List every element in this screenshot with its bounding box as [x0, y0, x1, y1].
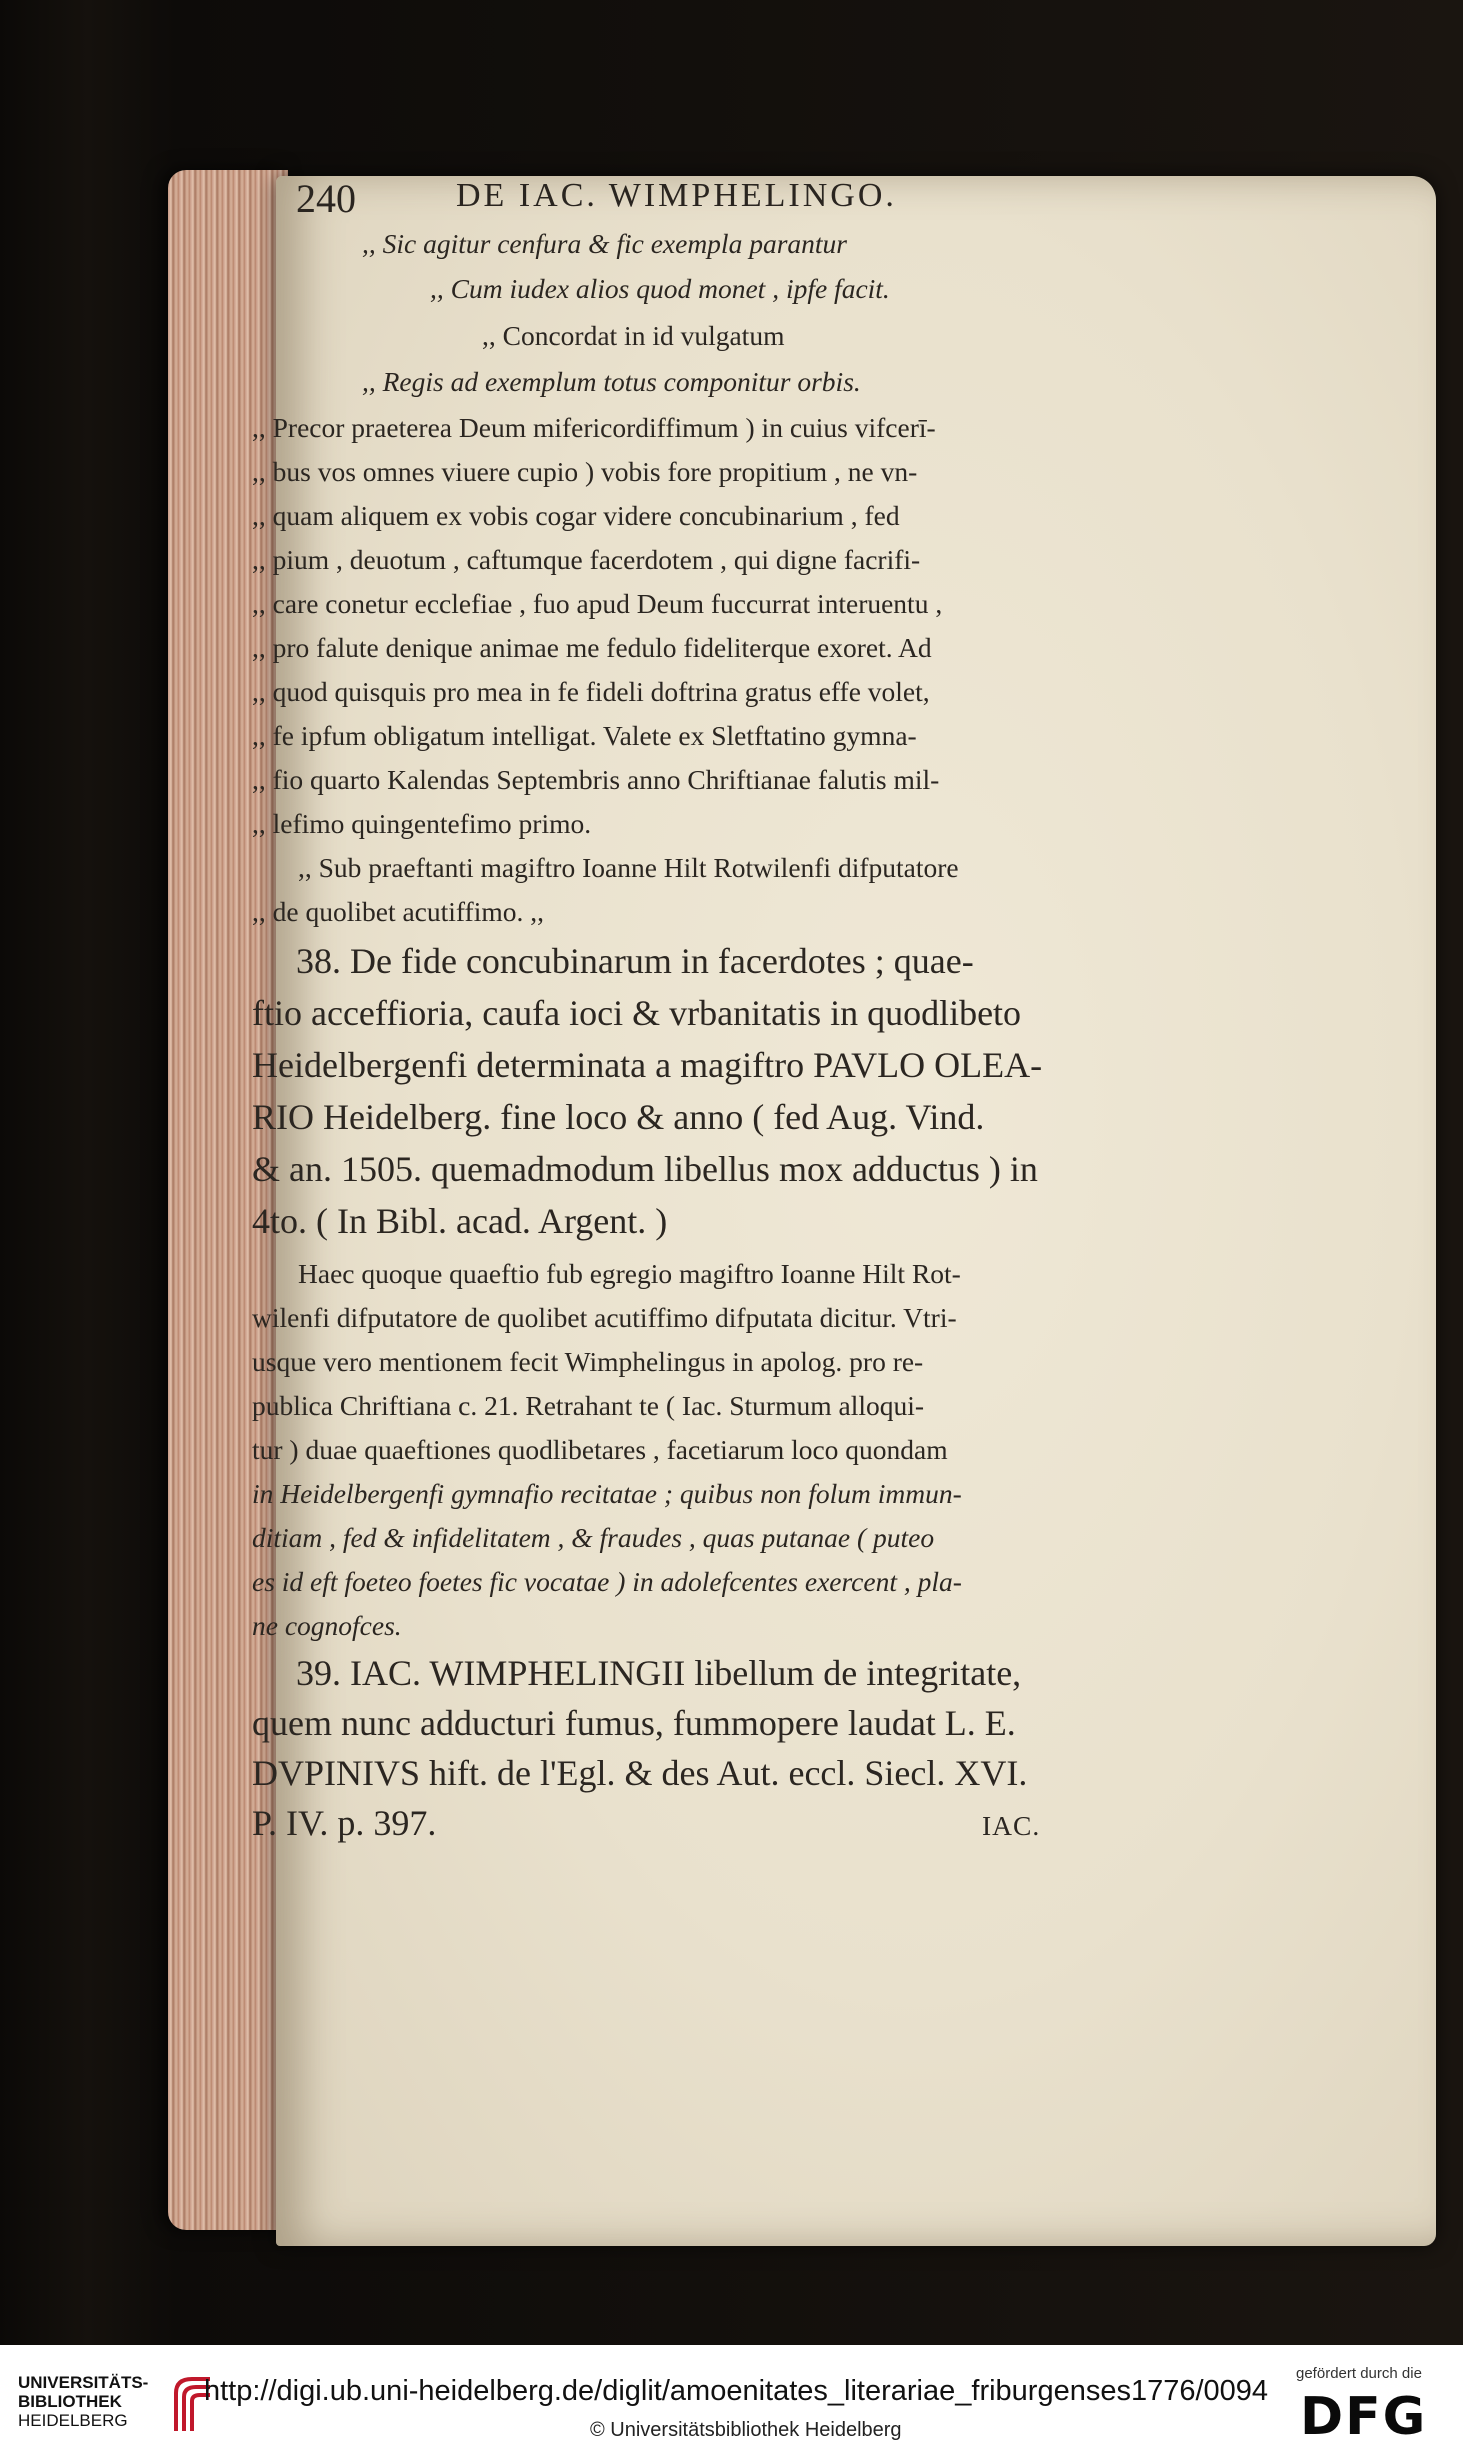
text-line: ,, Sub praeftanti magiftro Ioanne Hilt Rotwilenfi difputatore: [298, 852, 959, 883]
university-library-logo: [18, 2373, 208, 2437]
logo-line-1: UNIVERSITÄTS-: [18, 2373, 149, 2392]
text-line: ,, Concordat in id vulgatum: [482, 320, 785, 351]
text-line: 4to. ( In Bibl. acad. Argent. ): [252, 1201, 668, 1241]
text-line: in Heidelbergenfi gymnafio recitatae ; quibus non folum immun-: [252, 1478, 962, 1509]
text-line: RIO Heidelberg. fine loco & anno ( fed Aug. Vind.: [252, 1097, 985, 1137]
logo-line-3: HEIDELBERG: [18, 2411, 128, 2430]
text-line: ne cognofces.: [252, 1610, 402, 1641]
text-line: quem nunc adducturi fumus, fummopere laudat L. E.: [252, 1703, 1016, 1743]
text-line: ,, pro falute denique animae me fedulo fideliterque exoret. Ad: [252, 632, 932, 663]
running-title: DE IAC. WIMPHELINGO.: [456, 177, 897, 214]
text-line: ,, Cum iudex alios quod monet , ipfe facit.: [430, 273, 890, 304]
text-line: ditiam , fed & infidelitatem , & fraudes , quas putanae ( puteo: [252, 1522, 935, 1553]
copyright-notice: © Universitätsbibliothek Heidelberg: [590, 2419, 902, 2441]
text-line: Haec quoque quaeftio fub egregio magiftro Ioanne Hilt Rot-: [298, 1258, 961, 1289]
sponsor-text: gefördert durch die: [1296, 2365, 1422, 2382]
text-line: ,, bus vos omnes viuere cupio ) vobis fore propitium , ne vn-: [252, 456, 918, 487]
text-line: DVPINIVS hift. de l'Egl. & des Aut. eccl. Siecl. XVI.: [252, 1753, 1028, 1793]
text-line: IAC.: [982, 1810, 1041, 1841]
text-line: 38. De fide concubinarum in facerdotes ; quae-: [296, 941, 974, 981]
text-line: usque vero mentionem fecit Wimphelingus in apolog. pro re-: [252, 1346, 924, 1377]
text-line: 39. IAC. WIMPHELINGII libellum de integritate,: [296, 1653, 1022, 1693]
text-line: wilenfi difputatore de quolibet acutiffimo difputata dicitur. Vtri-: [252, 1302, 957, 1333]
text-line: ftio acceffioria, caufa ioci & vrbanitatis in quodlibeto: [252, 993, 1022, 1033]
text-line: ,, pium , deuotum , caftumque facerdotem , qui digne facrifi-: [252, 544, 921, 575]
dfg-logo: DFG: [1300, 2387, 1428, 2447]
text-line: ,, de quolibet acutiffimo. ,,: [252, 896, 544, 927]
text-line: P. IV. p. 397.: [252, 1803, 437, 1843]
text-line: publica Chriftiana c. 21. Retrahant te ( Iac. Sturmum alloqui-: [252, 1390, 925, 1421]
text-line: ,, fe ipfum obligatum intelligat. Valete ex Sletftatino gymna-: [252, 720, 917, 751]
logo-line-2: BIBLIOTHEK: [18, 2392, 122, 2411]
text-line: & an. 1505. quemadmodum libellus mox adductus ) in: [252, 1149, 1038, 1189]
page-header: [296, 175, 1416, 235]
permalink-url[interactable]: http://digi.ub.uni-heidelberg.de/diglit/amoenitates_literariae_friburgenses1776/0094: [204, 2375, 1269, 2407]
text-line: Heidelbergenfi determinata a magiftro PAVLO OLEA-: [252, 1045, 1043, 1085]
text-line: ,, fio quarto Kalendas Septembris anno Chriftianae falutis mil-: [252, 764, 940, 795]
text-line: ,, quam aliquem ex vobis cogar videre concubinarium , fed: [252, 500, 900, 531]
text-line: ,, care conetur ecclefiae , fuo apud Deum fuccurrat interuentu ,: [252, 588, 943, 619]
viewer-footer: [0, 2345, 1463, 2453]
text-line: tur ) duae quaeftiones quodlibetares , facetiarum loco quondam: [252, 1434, 948, 1465]
text-line: ,, Precor praeterea Deum mifericordiffimum ) in cuius vifcerī-: [252, 412, 936, 443]
text-line: ,, Regis ad exemplum totus componitur orbis.: [362, 366, 861, 397]
page-number: 240: [296, 176, 356, 221]
page-text: [252, 228, 1132, 2128]
text-line: es id eft foeteo foetes fic vocatae ) in adolefcentes exercent , pla-: [252, 1566, 962, 1597]
text-line: ,, Sic agitur cenfura & fic exempla parantur: [362, 228, 847, 259]
text-line: ,, lefimo quingentefimo primo.: [252, 808, 592, 839]
text-line: ,, quod quisquis pro mea in fe fideli doftrina gratus effe volet,: [252, 676, 930, 707]
